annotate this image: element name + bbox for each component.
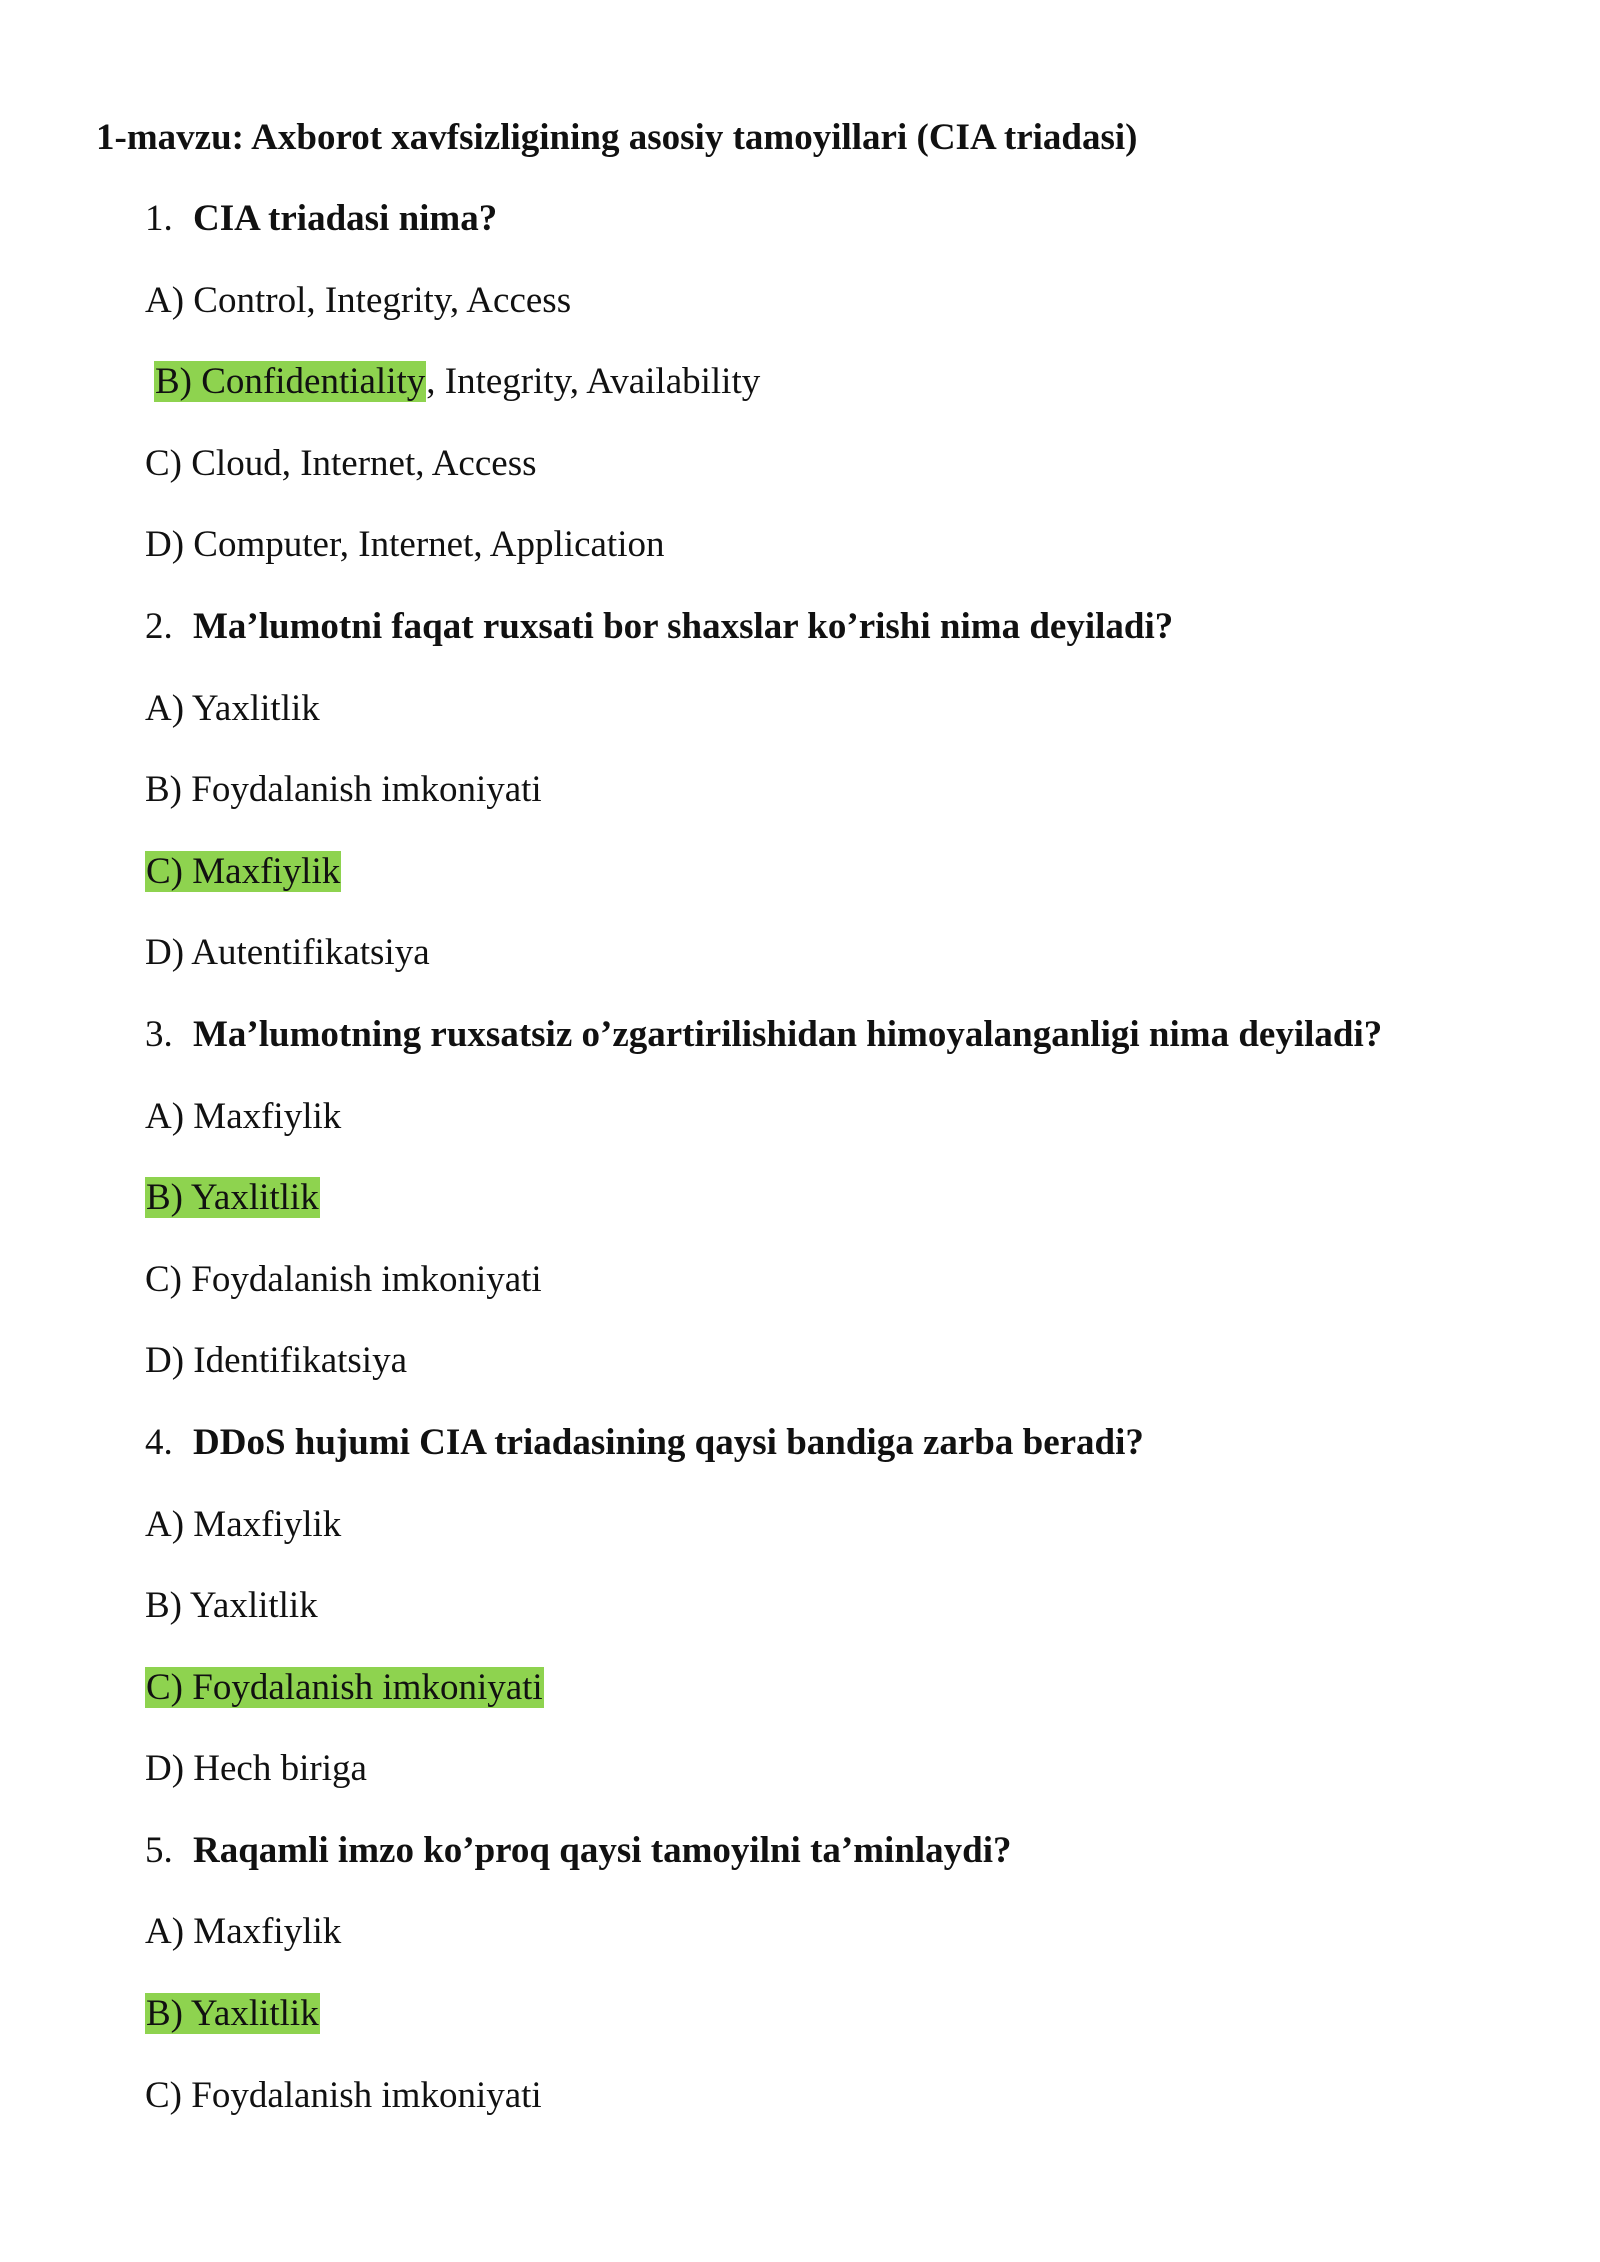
option-text: D) Identifikatsiya	[145, 1340, 407, 1382]
answer-option-a	[145, 1091, 1545, 1173]
option-text: A) Maxfiylik	[145, 1503, 342, 1545]
answer-option-c	[145, 2070, 1545, 2152]
question-4	[145, 1417, 1545, 1825]
question-1	[145, 193, 1545, 601]
question-heading	[145, 601, 1545, 683]
answer-option-b	[145, 356, 1545, 438]
option-text: C) Foydalanish imkoniyati	[145, 2074, 542, 2116]
option-text: D) Autentifikatsiya	[145, 932, 430, 974]
highlighted-answer: C) Maxfiylik	[146, 850, 341, 892]
option-text: D) Computer, Internet, Application	[145, 524, 665, 566]
question-heading	[145, 193, 1545, 275]
question-text: CIA triadasi nima?	[193, 198, 498, 239]
option-text: A) Yaxlitlik	[145, 687, 320, 729]
highlighted-answer: B) Yaxlitlik	[146, 1177, 319, 1219]
option-text: D) Hech biriga	[145, 1748, 367, 1790]
question-number: 5.	[145, 1829, 173, 1871]
option-text-rest: , Integrity, Availability	[426, 361, 761, 403]
highlighted-answer: C) Foydalanish imkoniyati	[146, 1666, 543, 1708]
option-text: A) Maxfiylik	[145, 1911, 342, 1953]
highlighted-answer: B) Confidentiality	[155, 361, 426, 403]
question-heading	[145, 1009, 1545, 1091]
answer-option-a	[145, 1906, 1545, 1988]
answer-option-a	[145, 683, 1545, 765]
question-text: DDoS hujumi CIA triadasining qaysi bandiga zarba beradi?	[193, 1421, 1144, 1463]
highlighted-answer: B) Yaxlitlik	[146, 1993, 319, 2035]
question-text: Raqamli imzo ko’proq qaysi tamoyilni ta’minlaydi?	[193, 1829, 1012, 1871]
option-text: C) Cloud, Internet, Access	[145, 442, 537, 484]
question-text: Ma’lumotning ruxsatsiz o’zgartirilishidan himoyalanganligi nima deyiladi?	[193, 1013, 1383, 1055]
question-number: 3.	[145, 1013, 173, 1055]
answer-option-c	[145, 1254, 1545, 1336]
answer-option-c	[145, 438, 1545, 520]
answer-option-c	[145, 846, 1545, 928]
answer-option-b	[145, 1988, 1545, 2070]
answer-option-d	[145, 1743, 1545, 1825]
option-text: A) Control, Integrity, Access	[145, 279, 572, 321]
question-number: 4.	[145, 1421, 173, 1463]
answer-option-b	[145, 1172, 1545, 1254]
question-heading	[145, 1417, 1545, 1499]
option-text: B) Foydalanish imkoniyati	[145, 769, 542, 811]
question-3	[145, 1009, 1545, 1417]
answer-option-a	[145, 1499, 1545, 1581]
topic-title: 1-mavzu: Axborot xavfsizligining asosiy tamoyillari (CIA triadasi)	[96, 117, 1138, 158]
option-text: A) Maxfiylik	[145, 1095, 342, 1137]
option-text: B) Yaxlitlik	[145, 1585, 318, 1627]
answer-option-b	[145, 764, 1545, 846]
answer-option-b	[145, 1580, 1545, 1662]
question-number: 2.	[145, 605, 173, 647]
question-text: Ma’lumotni faqat ruxsati bor shaxslar ko’rishi nima deyiladi?	[193, 605, 1174, 647]
option-text: C) Foydalanish imkoniyati	[145, 1258, 542, 1300]
question-5	[145, 1825, 1545, 2151]
question-list	[145, 193, 1545, 2151]
question-2	[145, 601, 1545, 1009]
answer-option-d	[145, 519, 1545, 601]
question-heading	[145, 1825, 1545, 1907]
answer-option-c	[145, 1662, 1545, 1744]
answer-option-d	[145, 1335, 1545, 1417]
question-number: 1.	[145, 198, 173, 239]
answer-option-d	[145, 927, 1545, 1009]
answer-option-a	[145, 275, 1545, 357]
